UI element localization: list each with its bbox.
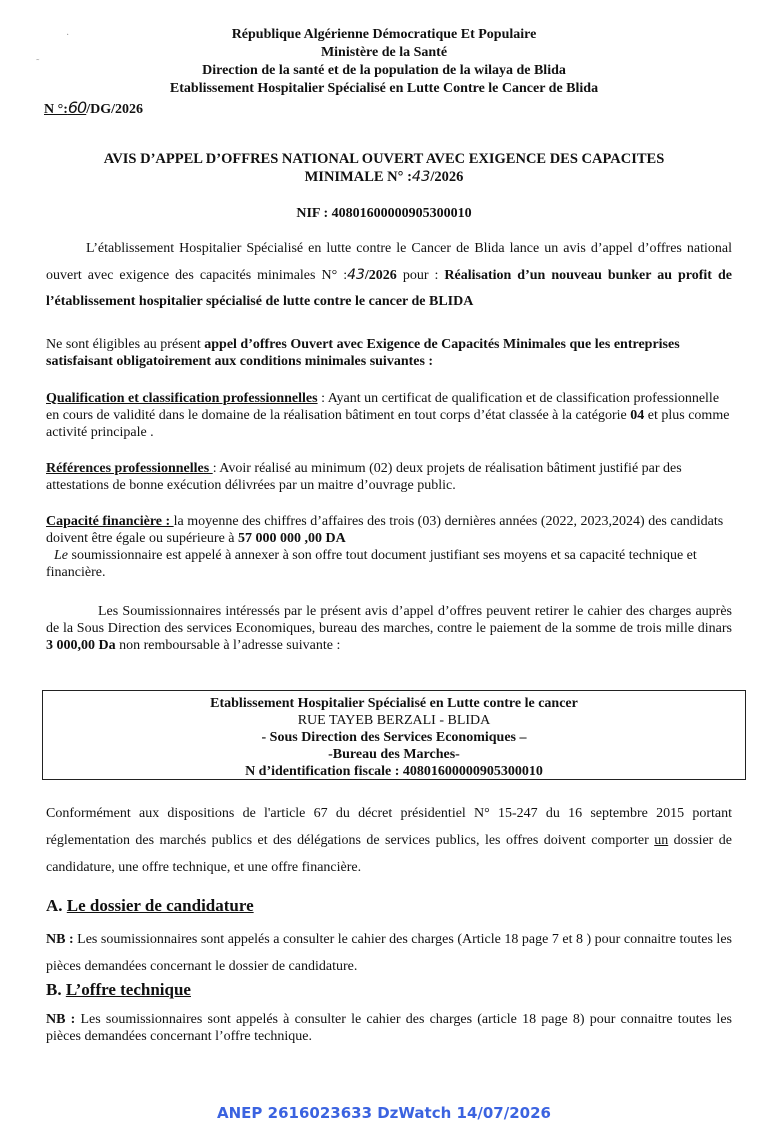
notice-title-line1: AVIS D’APPEL D’OFFRES NATIONAL OUVERT AVEC EXIGENCE DES CAPACITES [103,151,665,167]
reference-number [44,98,143,118]
address-bureau: -Bureau des Marches- [328,747,460,762]
notice-title-line2: MINIMALE N° : [304,169,412,185]
letterhead-republic: République Algérienne Démocratique Et Populaire [231,27,537,42]
intro-text: L’établissement Hospitalier Spécialisé en lutte contre le Cancer de Blida lance un avis d’appel d’offres national ouvert avec exigence des capacités minimales N° : [46,241,732,283]
references-label: Références professionnelles [46,461,213,476]
conformity-paragraph [46,800,732,881]
section-b-note [46,1011,732,1045]
references-text: : Avoir réalisé au minimum (02) deux projets de réalisation bâtiment justifié par des attestations de bonne exécution délivrées par un maitre d’ouvrage public. [46,461,682,493]
intro-handwritten-number: 43 [347,267,365,283]
address-establishment: Etablissement Hospitalier Spécialisé en Lutte contre le cancer [210,696,578,711]
withdraw-amount: 3 000,00 Da [46,638,116,653]
section-a-title: Le dossier de candidature [66,896,254,915]
address-subdirection: - Sous Direction des Services Economiques – [261,730,527,745]
eligibility-paragraph [46,336,732,370]
capacity-le: Le [54,548,68,563]
qualification-category: 04 [630,408,645,423]
notice-title-year: /2026 [430,169,464,185]
section-a-nb: NB : [46,932,74,947]
eligibility-text: Ne sont éligibles au présent [46,337,205,352]
address-tax-id: N d’identification fiscale : 408016000009053000​10 [245,764,543,779]
withdraw-paragraph [46,603,732,654]
letterhead-establishment: Etablissement Hospitalier Spécialisé en Lutte Contre le Cancer de Blida [169,81,599,96]
section-b-letter: B. [46,980,66,999]
capacity-label: Capacité financière : [46,514,174,529]
eligibility-bold: appel d’offres Ouvert avec Exigence de Capacités Minimales que les entreprises satisfaisant obligatoirement aux conditions minimales suivantes : [46,337,680,369]
notice-handwritten-number: 43 [411,169,431,185]
withdraw-text-end: non remboursable à l’adresse suivante : [115,638,341,653]
scan-speck: ˜ [36,58,40,69]
capacity-text-end: soumissionnaire est appelé à annexer à son offre tout document justifiant ses moyens et sa capacité technique et financière. [46,548,697,580]
footer-watermark: ANEP 2616023633 DzWatch 14/07/2026 [217,1104,551,1122]
scan-speck: · [66,30,70,41]
capacity-amount: 57 000 000 ,00 DA [238,531,346,546]
qualification-text: : Ayant un certificat de qualification et de classification professionnelle en cours de validité dans le domaine de la réalisation bâtiment en tout corps d’état classée à la catégorie [46,391,720,423]
section-b-heading [46,980,191,1000]
section-a-text: Les soumissionnaires sont appelés a consulter le cahier des charges (Article 18 page 7 et 8 ) pour connaitre toutes les pièces demandées concernant le dossier de candidature. [46,932,732,974]
qualification-paragraph [46,390,732,441]
letterhead-direction: Direction de la santé et de la population de la wilaya de Blida [202,63,566,78]
section-a-heading [46,896,254,916]
capacity-text: la moyenne des chiffres d’affaires des trois (03) dernières années (2022, 2023,2024) des candidats doivent être égale ou supérieure à [46,514,724,546]
address-street: RUE TAYEB BERZALI - BLIDA [297,713,491,728]
capacity-paragraph [46,513,732,581]
section-a-letter: A. [46,896,67,915]
section-b-nb: NB : [46,1012,76,1027]
reference-suffix: /DG/2026 [86,102,144,117]
conformity-text-end: dossier de candidature, une offre technique, et une offre financière. [46,833,732,875]
references-paragraph [46,460,732,494]
qualification-label: Qualification et classification professionnelles [46,391,318,406]
qualification-text-end: et plus comme activité principale . [46,408,730,440]
section-b-title: L’offre technique [65,980,191,999]
withdraw-text: Les Soumissionnaires intéressés par le présent avis d’appel d’offres peuvent retirer le cahier des charges auprès de la Sous Direction des services Economiques, bureau des marches, contre le paiement de la somme de trois mille dinars [46,604,732,636]
section-b-text: Les soumissionnaires sont appelés à consulter le cahier des charges (article 18 page 8) pour connaitre toutes les pièces demandées concernant l’offre technique. [46,1012,732,1044]
nif-number: NIF : 408016000009053000​10 [296,206,472,221]
intro-year: /2026 [364,268,397,283]
section-a-note [46,926,732,980]
address-box [42,690,746,780]
letterhead [0,26,768,98]
intro-paragraph [46,236,732,315]
letterhead-ministry: Ministère de la Santé [320,45,448,60]
intro-object: Réalisation d’un nouveau bunker au profit de l’établissement hospitalier spécialisé de lutte contre le cancer de BLIDA [46,268,732,309]
conformity-text: Conformément aux dispositions de l'article 67 du décret présidentiel N° 15-247 du 16 septembre 2015 portant réglementation des marchés publics et des délégations de services publics, les offres doivent comporter [46,806,732,848]
reference-handwritten-number: 60 [67,98,87,117]
notice-title [60,150,708,186]
intro-for: pour : [396,268,445,283]
conformity-un: un [654,833,669,848]
reference-prefix: N °: [44,102,68,117]
